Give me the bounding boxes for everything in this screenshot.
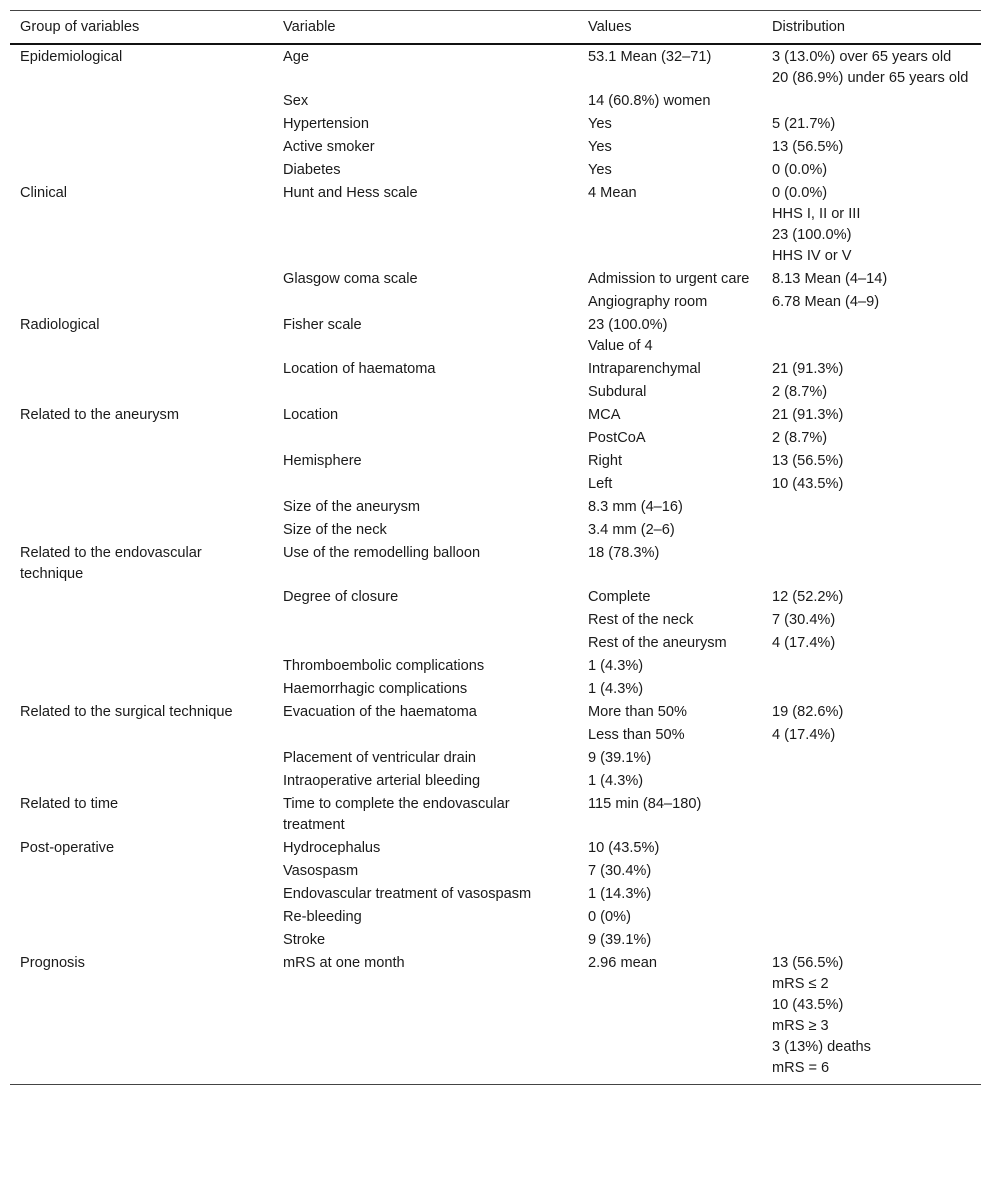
header-group: Group of variables [20, 19, 140, 35]
table-row [10, 906, 981, 929]
distribution-line: 6.78 Mean (4–9) [772, 294, 880, 310]
distribution-line: 4 (17.4%) [772, 635, 836, 651]
table-row [10, 113, 981, 136]
cell-variable: Intraoperative arterial bleeding [283, 773, 481, 789]
cell-variable: Location [283, 407, 339, 423]
table-row [10, 542, 981, 586]
cell-value: 115 min (84–180) [588, 796, 702, 812]
table-body [10, 44, 981, 1085]
cell-variable: Time to complete the endovascular treatment [283, 796, 510, 833]
cell-variable: Hydrocephalus [283, 840, 381, 856]
cell-group: Related to the endovascular technique [20, 545, 202, 582]
cell-variable: Vasospasm [283, 863, 359, 879]
cell-value [578, 314, 762, 358]
cell-value: Right [588, 453, 623, 469]
distribution-line: 2 (8.7%) [772, 384, 828, 400]
cell-distribution [762, 113, 981, 136]
table-row [10, 701, 981, 724]
cell-group [10, 678, 273, 701]
table-row [10, 381, 981, 404]
cell-variable: Placement of ventricular drain [283, 750, 477, 766]
cell-value: 9 (39.1%) [588, 750, 652, 766]
cell-group: Post-operative [20, 840, 115, 856]
cell-distribution [762, 883, 981, 906]
distribution-line: HHS IV or V [772, 248, 852, 264]
cell-group [10, 427, 273, 450]
cell-value: 0 (0%) [588, 909, 631, 925]
cell-distribution [762, 427, 981, 450]
cell-value-line: 23 (100.0%) [588, 317, 668, 333]
cell-distribution [762, 586, 981, 609]
cell-value: Less than 50% [588, 727, 685, 743]
cell-value: 18 (78.3%) [588, 545, 660, 561]
distribution-line: 21 (91.3%) [772, 407, 844, 423]
table-row [10, 632, 981, 655]
cell-value: 3.4 mm (2–6) [588, 522, 675, 538]
cell-group [10, 268, 273, 291]
cell-distribution [762, 358, 981, 381]
cell-variable: Age [283, 49, 309, 65]
cell-distribution [762, 473, 981, 496]
cell-group [10, 358, 273, 381]
table-row [10, 929, 981, 952]
table-row [10, 770, 981, 793]
cell-value: Subdural [588, 384, 647, 400]
distribution-line: mRS ≥ 3 [772, 1018, 829, 1034]
distribution-line: 13 (56.5%) [772, 139, 844, 155]
cell-variable: Endovascular treatment of vasospasm [283, 886, 532, 902]
cell-variable: Thromboembolic complications [283, 658, 485, 674]
cell-value: Intraparenchymal [588, 361, 701, 377]
table-row [10, 90, 981, 113]
table-row [10, 655, 981, 678]
cell-value: 1 (4.3%) [588, 681, 644, 697]
cell-value: 1 (4.3%) [588, 658, 644, 674]
distribution-line: 3 (13%) deaths [772, 1039, 871, 1055]
cell-group [10, 496, 273, 519]
cell-group [10, 586, 273, 609]
distribution-line: mRS = 6 [772, 1060, 830, 1076]
table-row [10, 136, 981, 159]
header-values: Values [588, 19, 632, 35]
distribution-line: 8.13 Mean (4–14) [772, 271, 888, 287]
cell-value: 7 (30.4%) [588, 863, 652, 879]
cell-group [10, 632, 273, 655]
cell-group [10, 159, 273, 182]
cell-group: Epidemiological [20, 49, 123, 65]
cell-variable: Glasgow coma scale [283, 271, 418, 287]
cell-distribution [762, 747, 981, 770]
table-row [10, 314, 981, 358]
distribution-line: 19 (82.6%) [772, 704, 844, 720]
cell-group [10, 450, 273, 473]
cell-variable: Hunt and Hess scale [283, 185, 418, 201]
cell-group: Related to the aneurysm [20, 407, 179, 423]
distribution-line: 21 (91.3%) [772, 361, 844, 377]
cell-distribution [762, 632, 981, 655]
header-distribution: Distribution [772, 19, 845, 35]
cell-value: MCA [588, 407, 621, 423]
cell-distribution [762, 450, 981, 473]
cell-variable [273, 381, 578, 404]
cell-value: 2.96 mean [588, 955, 657, 971]
cell-value: 10 (43.5%) [588, 840, 660, 856]
cell-distribution [762, 159, 981, 182]
cell-group [10, 609, 273, 632]
cell-group: Clinical [20, 185, 68, 201]
cell-variable: Re-bleeding [283, 909, 362, 925]
distribution-line: 3 (13.0%) over 65 years old [772, 49, 952, 65]
table-row [10, 747, 981, 770]
header-row [10, 11, 981, 45]
cell-distribution [762, 496, 981, 519]
table-row [10, 358, 981, 381]
distribution-line: 13 (56.5%) [772, 955, 844, 971]
table-header [10, 11, 981, 45]
distribution-line: 23 (100.0%) [772, 227, 852, 243]
cell-group [10, 770, 273, 793]
cell-distribution [762, 609, 981, 632]
cell-distribution [762, 291, 981, 314]
cell-value: Yes [588, 162, 612, 178]
table-row [10, 519, 981, 542]
cell-distribution [762, 860, 981, 883]
cell-variable: Use of the remodelling balloon [283, 545, 481, 561]
cell-variable [273, 291, 578, 314]
table-row [10, 883, 981, 906]
cell-value: 14 (60.8%) women [588, 93, 711, 109]
cell-value: Rest of the aneurysm [588, 635, 727, 651]
cell-value: Admission to urgent care [588, 271, 750, 287]
table-row [10, 586, 981, 609]
cell-group: Prognosis [20, 955, 85, 971]
distribution-line: 10 (43.5%) [772, 476, 844, 492]
cell-variable: mRS at one month [283, 955, 405, 971]
cell-group [10, 883, 273, 906]
cell-group [10, 291, 273, 314]
cell-value: 1 (4.3%) [588, 773, 644, 789]
table-row [10, 404, 981, 427]
cell-variable: Fisher scale [283, 317, 362, 333]
cell-group: Related to the surgical technique [20, 704, 233, 720]
table-row [10, 496, 981, 519]
cell-distribution [762, 678, 981, 701]
cell-distribution [762, 44, 981, 90]
table-row [10, 473, 981, 496]
cell-value: 4 Mean [588, 185, 637, 201]
cell-value: Angiography room [588, 294, 708, 310]
cell-group [10, 724, 273, 747]
cell-group [10, 929, 273, 952]
results-table-container [10, 10, 981, 1085]
distribution-line: 13 (56.5%) [772, 453, 844, 469]
cell-variable: Hemisphere [283, 453, 362, 469]
cell-value: 8.3 mm (4–16) [588, 499, 683, 515]
cell-group [10, 381, 273, 404]
distribution-line: 4 (17.4%) [772, 727, 836, 743]
cell-variable: Sex [283, 93, 309, 109]
cell-group [10, 860, 273, 883]
cell-variable: Degree of closure [283, 589, 399, 605]
table-row [10, 678, 981, 701]
cell-group [10, 906, 273, 929]
cell-group [10, 655, 273, 678]
cell-variable: Hypertension [283, 116, 369, 132]
table-row [10, 268, 981, 291]
table-row [10, 952, 981, 1085]
cell-distribution [762, 929, 981, 952]
cell-distribution [762, 136, 981, 159]
cell-group: Radiological [20, 317, 100, 333]
distribution-line: mRS ≤ 2 [772, 976, 829, 992]
distribution-line: HHS I, II or III [772, 206, 861, 222]
cell-distribution [762, 952, 981, 1085]
cell-distribution [762, 655, 981, 678]
table-row [10, 860, 981, 883]
table-row [10, 793, 981, 837]
distribution-line: 12 (52.2%) [772, 589, 844, 605]
cell-variable: Stroke [283, 932, 326, 948]
cell-value: 53.1 Mean (32–71) [588, 49, 712, 65]
distribution-line: 20 (86.9%) under 65 years old [772, 70, 969, 86]
cell-variable: Size of the aneurysm [283, 499, 421, 515]
cell-group [10, 747, 273, 770]
cell-variable [273, 473, 578, 496]
cell-value: 9 (39.1%) [588, 932, 652, 948]
table-row [10, 837, 981, 860]
distribution-line: 10 (43.5%) [772, 997, 844, 1013]
cell-value: Left [588, 476, 613, 492]
table-row [10, 427, 981, 450]
cell-distribution [762, 906, 981, 929]
cell-variable: Evacuation of the haematoma [283, 704, 477, 720]
cell-value: PostCoA [588, 430, 646, 446]
cell-variable [273, 724, 578, 747]
cell-value: Complete [588, 589, 651, 605]
cell-variable: Active smoker [283, 139, 375, 155]
cell-distribution [762, 182, 981, 268]
cell-distribution [762, 90, 981, 113]
cell-group [10, 519, 273, 542]
cell-distribution [762, 837, 981, 860]
distribution-line: 0 (0.0%) [772, 162, 828, 178]
distribution-line: 7 (30.4%) [772, 612, 836, 628]
cell-value: More than 50% [588, 704, 687, 720]
table-row [10, 159, 981, 182]
cell-distribution [762, 701, 981, 724]
table-row [10, 182, 981, 268]
table-row [10, 291, 981, 314]
results-table [10, 10, 981, 1085]
cell-distribution [762, 724, 981, 747]
distribution-line: 0 (0.0%) [772, 185, 828, 201]
cell-distribution [762, 519, 981, 542]
cell-distribution [762, 314, 981, 358]
cell-distribution [762, 793, 981, 837]
table-row [10, 44, 981, 90]
cell-variable [273, 427, 578, 450]
table-row [10, 609, 981, 632]
distribution-line: 5 (21.7%) [772, 116, 836, 132]
cell-group [10, 473, 273, 496]
cell-value: Yes [588, 116, 612, 132]
cell-distribution [762, 381, 981, 404]
cell-variable: Size of the neck [283, 522, 387, 538]
table-row [10, 450, 981, 473]
cell-distribution [762, 268, 981, 291]
cell-distribution [762, 770, 981, 793]
cell-distribution [762, 542, 981, 586]
cell-group: Related to time [20, 796, 119, 812]
cell-value-line: Value of 4 [588, 338, 653, 354]
header-variable: Variable [283, 19, 336, 35]
table-row [10, 724, 981, 747]
cell-variable [273, 632, 578, 655]
cell-value: 1 (14.3%) [588, 886, 652, 902]
cell-value: Yes [588, 139, 612, 155]
cell-variable [273, 609, 578, 632]
cell-variable: Diabetes [283, 162, 341, 178]
cell-variable: Location of haematoma [283, 361, 436, 377]
cell-group [10, 113, 273, 136]
distribution-line: 2 (8.7%) [772, 430, 828, 446]
cell-group [10, 136, 273, 159]
cell-group [10, 90, 273, 113]
cell-value: Rest of the neck [588, 612, 694, 628]
cell-distribution [762, 404, 981, 427]
cell-variable: Haemorrhagic complications [283, 681, 468, 697]
